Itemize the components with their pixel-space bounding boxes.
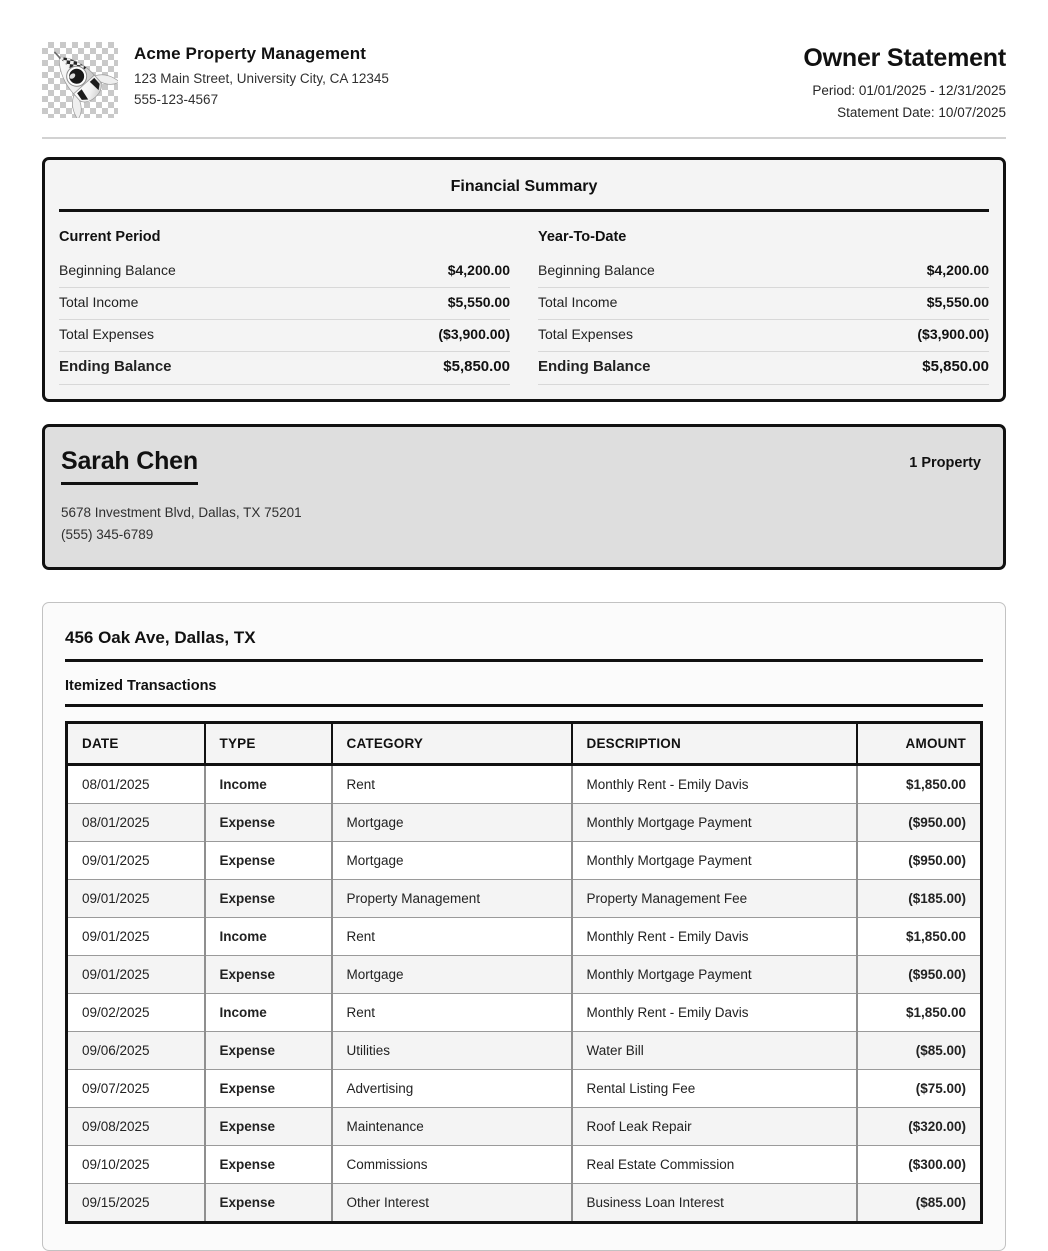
table-row — [67, 917, 982, 955]
row-label: Beginning Balance — [538, 262, 655, 279]
cell-description: Water Bill — [572, 1031, 857, 1069]
current-period-heading: Current Period — [59, 229, 161, 246]
cell-type: Income — [205, 917, 332, 955]
summary-row-beginning-balance — [59, 256, 510, 288]
table-row — [67, 1069, 982, 1107]
cell-category: Mortgage — [332, 803, 572, 841]
cell-date: 08/01/2025 — [67, 803, 205, 841]
company-name: Acme Property Management — [134, 44, 366, 63]
row-value: ($3,900.00) — [917, 326, 989, 343]
transactions-table — [65, 721, 983, 1224]
cell-date: 09/01/2025 — [67, 879, 205, 917]
cell-amount: $1,850.00 — [857, 993, 982, 1031]
column-header-amount: AMOUNT — [857, 722, 982, 764]
cell-type: Expense — [205, 1031, 332, 1069]
cell-amount: $1,850.00 — [857, 764, 982, 803]
row-value: $4,200.00 — [447, 262, 510, 279]
cell-amount: ($950.00) — [857, 955, 982, 993]
cell-category: Commissions — [332, 1145, 572, 1183]
table-row — [67, 1183, 982, 1222]
ytd-row-total-expenses — [538, 320, 989, 352]
row-value: $5,850.00 — [443, 358, 510, 376]
cell-date: 09/08/2025 — [67, 1107, 205, 1145]
table-row — [67, 1145, 982, 1183]
statement-meta — [803, 42, 1006, 123]
cell-type: Expense — [205, 1107, 332, 1145]
table-row — [67, 879, 982, 917]
row-label: Ending Balance — [59, 358, 172, 376]
cell-amount: ($75.00) — [857, 1069, 982, 1107]
ytd-row-ending-balance — [538, 352, 989, 385]
cell-category: Mortgage — [332, 955, 572, 993]
cell-category: Mortgage — [332, 841, 572, 879]
cell-description: Property Management Fee — [572, 879, 857, 917]
cell-date: 09/02/2025 — [67, 993, 205, 1031]
cell-category: Property Management — [332, 879, 572, 917]
owner-address: 5678 Investment Blvd, Dallas, TX 75201 — [61, 505, 302, 521]
table-row — [67, 803, 982, 841]
cell-type: Expense — [205, 955, 332, 993]
page-title: Owner Statement — [803, 44, 1006, 72]
cell-description: Monthly Rent - Emily Davis — [572, 917, 857, 955]
cell-date: 09/06/2025 — [67, 1031, 205, 1069]
table-row — [67, 841, 982, 879]
cell-amount: $1,850.00 — [857, 917, 982, 955]
financial-summary-columns — [59, 216, 989, 385]
cell-description: Monthly Rent - Emily Davis — [572, 993, 857, 1031]
company-branding — [42, 42, 389, 118]
cell-date: 09/01/2025 — [67, 955, 205, 993]
cell-category: Utilities — [332, 1031, 572, 1069]
table-row — [67, 955, 982, 993]
cell-type: Expense — [205, 1069, 332, 1107]
column-header-category: CATEGORY — [332, 722, 572, 764]
statement-date: Statement Date: 10/07/2025 — [837, 104, 1006, 120]
row-label: Total Income — [59, 294, 139, 311]
row-label: Total Expenses — [538, 326, 633, 343]
cell-amount: ($85.00) — [857, 1031, 982, 1069]
row-label: Total Income — [538, 294, 618, 311]
cell-category: Maintenance — [332, 1107, 572, 1145]
cell-description: Rental Listing Fee — [572, 1069, 857, 1107]
cell-description: Monthly Mortgage Payment — [572, 803, 857, 841]
ytd-row-total-income — [538, 288, 989, 320]
cell-category: Rent — [332, 764, 572, 803]
column-header-description: DESCRIPTION — [572, 722, 857, 764]
owner-name: Sarah Chen — [61, 447, 198, 485]
cell-date: 09/10/2025 — [67, 1145, 205, 1183]
cell-type: Expense — [205, 841, 332, 879]
owner-phone: (555) 345-6789 — [61, 527, 154, 543]
cell-category: Other Interest — [332, 1183, 572, 1222]
ytd-row-beginning-balance — [538, 256, 989, 288]
cell-description: Roof Leak Repair — [572, 1107, 857, 1145]
cell-type: Income — [205, 993, 332, 1031]
summary-row-total-expenses — [59, 320, 510, 352]
row-label: Beginning Balance — [59, 262, 176, 279]
cell-amount: ($85.00) — [857, 1183, 982, 1222]
table-row — [67, 1107, 982, 1145]
column-header-type: TYPE — [205, 722, 332, 764]
year-to-date-column — [538, 226, 989, 385]
table-row — [67, 764, 982, 803]
cell-amount: ($185.00) — [857, 879, 982, 917]
company-address: 123 Main Street, University City, CA 12345 — [134, 71, 389, 86]
document-header — [42, 0, 1006, 139]
summary-row-total-income — [59, 288, 510, 320]
cell-amount: ($950.00) — [857, 803, 982, 841]
summary-row-ending-balance — [59, 352, 510, 385]
rocket-icon — [42, 42, 118, 118]
cell-description: Monthly Rent - Emily Davis — [572, 764, 857, 803]
row-value: $5,550.00 — [926, 294, 989, 311]
statement-period: Period: 01/01/2025 - 12/31/2025 — [812, 83, 1006, 98]
cell-date: 09/01/2025 — [67, 917, 205, 955]
row-label: Ending Balance — [538, 358, 651, 376]
table-header — [67, 722, 982, 764]
row-label: Total Expenses — [59, 326, 154, 343]
cell-category: Rent — [332, 993, 572, 1031]
owner-details — [61, 447, 302, 547]
cell-amount: ($300.00) — [857, 1145, 982, 1183]
cell-category: Advertising — [332, 1069, 572, 1107]
cell-type: Expense — [205, 879, 332, 917]
cell-amount: ($950.00) — [857, 841, 982, 879]
table-row — [67, 1031, 982, 1069]
owner-contact — [61, 502, 302, 547]
itemized-transactions-title: Itemized Transactions — [65, 662, 983, 707]
cell-date: 09/01/2025 — [67, 841, 205, 879]
row-value: $4,200.00 — [926, 262, 989, 279]
property-card — [42, 602, 1006, 1251]
row-value: ($3,900.00) — [438, 326, 510, 343]
cell-description: Business Loan Interest — [572, 1183, 857, 1222]
transactions-table-wrapper — [65, 707, 983, 1224]
cell-amount: ($320.00) — [857, 1107, 982, 1145]
company-details — [134, 42, 389, 110]
financial-summary-card — [42, 157, 1006, 402]
table-body — [67, 764, 982, 1222]
cell-category: Rent — [332, 917, 572, 955]
cell-date: 08/01/2025 — [67, 764, 205, 803]
cell-date: 09/07/2025 — [67, 1069, 205, 1107]
table-row — [67, 993, 982, 1031]
cell-description: Monthly Mortgage Payment — [572, 841, 857, 879]
row-value: $5,850.00 — [922, 358, 989, 376]
cell-type: Expense — [205, 1145, 332, 1183]
cell-type: Expense — [205, 803, 332, 841]
cell-description: Monthly Mortgage Payment — [572, 955, 857, 993]
row-value: $5,550.00 — [447, 294, 510, 311]
table-header-row — [67, 722, 982, 764]
financial-summary-title: Financial Summary — [59, 178, 989, 212]
cell-type: Expense — [205, 1183, 332, 1222]
year-to-date-heading: Year-To-Date — [538, 229, 627, 246]
current-period-column — [59, 226, 510, 385]
owner-property-count: 1 Property — [909, 455, 981, 472]
owner-card — [42, 424, 1006, 570]
column-header-date: DATE — [67, 722, 205, 764]
property-address: 456 Oak Ave, Dallas, TX — [65, 625, 983, 662]
cell-date: 09/15/2025 — [67, 1183, 205, 1222]
company-phone: 555-123-4567 — [134, 91, 219, 107]
cell-type: Income — [205, 764, 332, 803]
cell-description: Real Estate Commission — [572, 1145, 857, 1183]
